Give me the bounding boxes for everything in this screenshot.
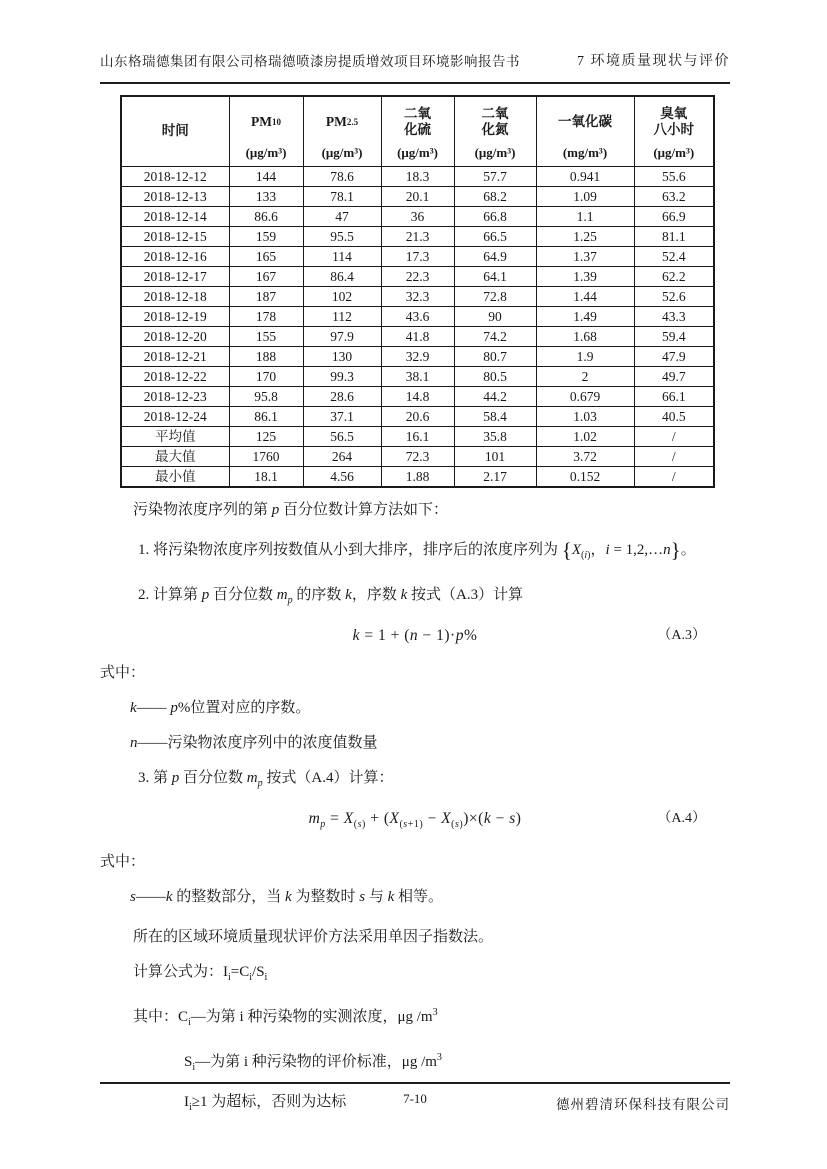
table-cell: 99.3 xyxy=(303,366,381,386)
where-label-2: 式中： xyxy=(100,854,146,871)
table-cell: / xyxy=(634,466,714,487)
table-cell: 1.25 xyxy=(536,226,634,246)
table-cell: 41.8 xyxy=(381,326,454,346)
table-cell: 1.03 xyxy=(536,406,634,426)
table-row xyxy=(121,306,714,326)
table-cell: 78.6 xyxy=(303,166,381,186)
calc-formula-paragraph: 计算公式为：$I_i=C_i/S_i$ xyxy=(133,964,268,984)
table-row xyxy=(121,186,714,206)
col-header-co: 一氧化碳 (mg/m³) xyxy=(536,96,634,166)
table-row xyxy=(121,346,714,366)
table-cell: 95.5 xyxy=(303,226,381,246)
table-cell: 133 xyxy=(229,186,303,206)
table-row xyxy=(121,266,714,286)
table-cell: 49.7 xyxy=(634,366,714,386)
table-cell: 56.5 xyxy=(303,426,381,446)
footer-company: 德州碧清环保科技有限公司 xyxy=(556,1097,730,1112)
col-header-no2: 二氧 化氮 (μg/m³) xyxy=(454,96,536,166)
ci-definition: 其中：$C_i—$为第 i 种污染物的实测浓度，μg $/m^3$ xyxy=(133,1007,438,1029)
body-text xyxy=(100,500,730,1132)
table-cell: 1.44 xyxy=(536,286,634,306)
intro-paragraph: 污染物浓度序列的第 p 百分位数计算方法如下： xyxy=(133,502,449,518)
table-cell: 1760 xyxy=(229,446,303,466)
table-cell: 20.6 xyxy=(381,406,454,426)
page-footer xyxy=(100,1082,730,1110)
table-cell: 1.49 xyxy=(536,306,634,326)
table-cell: 55.6 xyxy=(634,166,714,186)
table-cell: 130 xyxy=(303,346,381,366)
table-cell: 66.5 xyxy=(454,226,536,246)
table-cell: 43.6 xyxy=(381,306,454,326)
table-cell: 86.1 xyxy=(229,406,303,426)
table-cell: 1.1 xyxy=(536,206,634,226)
table-cell: 44.2 xyxy=(454,386,536,406)
definition-k: k—— p%位置对应的序数。 xyxy=(130,700,311,716)
table-cell: 64.1 xyxy=(454,266,536,286)
table-cell: 2018-12-17 xyxy=(121,266,229,286)
table-cell: 4.56 xyxy=(303,466,381,487)
table-cell: 66.8 xyxy=(454,206,536,226)
table-cell: 0.152 xyxy=(536,466,634,487)
table-cell: 78.1 xyxy=(303,186,381,206)
table-cell: 63.2 xyxy=(634,186,714,206)
table-cell: 20.1 xyxy=(381,186,454,206)
table-cell: 2.17 xyxy=(454,466,536,487)
table-cell: 167 xyxy=(229,266,303,286)
header-report-title: 山东格瑞德集团有限公司格瑞德喷漆房提质增效项目环境影响报告书 xyxy=(100,54,520,69)
header-chapter-title: 7 环境质量现状与评价 xyxy=(577,54,730,69)
method-paragraph: 所在的区域环境质量现状评价方法采用单因子指数法。 xyxy=(133,929,494,946)
table-cell: 159 xyxy=(229,226,303,246)
table-cell: 21.3 xyxy=(381,226,454,246)
col-header-pm25: PM 2.5 (μg/m³) xyxy=(303,96,381,166)
table-row xyxy=(121,446,714,466)
table-cell: 2 xyxy=(536,366,634,386)
table-cell: 81.1 xyxy=(634,226,714,246)
table-cell: 72.8 xyxy=(454,286,536,306)
table-cell: 102 xyxy=(303,286,381,306)
table-cell: 28.6 xyxy=(303,386,381,406)
formula-a4-label: （A.4） xyxy=(657,811,706,826)
table-cell: 1.9 xyxy=(536,346,634,366)
table-cell: 1.09 xyxy=(536,186,634,206)
table-cell: 47.9 xyxy=(634,346,714,366)
table-cell: 59.4 xyxy=(634,326,714,346)
table-cell: 80.5 xyxy=(454,366,536,386)
table-cell: 165 xyxy=(229,246,303,266)
table-cell: 37.1 xyxy=(303,406,381,426)
formula-a3: k = 1 + (n − 1)·p% xyxy=(352,627,478,644)
table-cell: 0.941 xyxy=(536,166,634,186)
table-cell: 90 xyxy=(454,306,536,326)
table-cell: 1.88 xyxy=(381,466,454,487)
table-cell: 1.37 xyxy=(536,246,634,266)
table-cell: 17.3 xyxy=(381,246,454,266)
table-cell: / xyxy=(634,446,714,466)
table-cell: 2018-12-24 xyxy=(121,406,229,426)
col-header-time: 时间 xyxy=(121,96,229,166)
table-row xyxy=(121,166,714,186)
table-cell: 86.4 xyxy=(303,266,381,286)
table-row xyxy=(121,206,714,226)
table-cell: 74.2 xyxy=(454,326,536,346)
table-cell: / xyxy=(634,426,714,446)
col-header-pm10: PM 10 (μg/m³) xyxy=(229,96,303,166)
table-cell: 2018-12-22 xyxy=(121,366,229,386)
table-cell: 188 xyxy=(229,346,303,366)
table-cell: 72.3 xyxy=(381,446,454,466)
table-cell: 95.8 xyxy=(229,386,303,406)
table-cell: 264 xyxy=(303,446,381,466)
table-body xyxy=(121,166,714,487)
table-cell: 2018-12-14 xyxy=(121,206,229,226)
table-cell: 86.6 xyxy=(229,206,303,226)
table-row xyxy=(121,426,714,446)
table-cell: 32.3 xyxy=(381,286,454,306)
table-row xyxy=(121,406,714,426)
table-cell: 178 xyxy=(229,306,303,326)
table-cell: 2018-12-20 xyxy=(121,326,229,346)
table-cell: 101 xyxy=(454,446,536,466)
table-cell: 最大值 xyxy=(121,446,229,466)
table-cell: 16.1 xyxy=(381,426,454,446)
table-cell: 66.9 xyxy=(634,206,714,226)
where-label-1: 式中： xyxy=(100,665,146,681)
table-cell: 18.1 xyxy=(229,466,303,487)
table-cell: 170 xyxy=(229,366,303,386)
table-cell: 18.3 xyxy=(381,166,454,186)
table-row xyxy=(121,246,714,266)
table-row xyxy=(121,226,714,246)
table-row xyxy=(121,286,714,306)
table-cell: 22.3 xyxy=(381,266,454,286)
table-cell: 57.7 xyxy=(454,166,536,186)
table-cell: 112 xyxy=(303,306,381,326)
table-cell: 64.9 xyxy=(454,246,536,266)
table-cell: 0.679 xyxy=(536,386,634,406)
definition-s: s——k 的整数部分，当 k 为整数时 s 与 k 相等。 xyxy=(130,889,444,906)
table-cell: 3.72 xyxy=(536,446,634,466)
table-cell: 52.6 xyxy=(634,286,714,306)
table-cell: 144 xyxy=(229,166,303,186)
table-cell: 32.9 xyxy=(381,346,454,366)
step-3-paragraph: 3. 第 p 百分位数 $m_p$ 按式（A.4）计算： xyxy=(138,770,394,789)
si-definition: $S_i—$为第 i 种污染物的评价标准，μg $/m^3$ xyxy=(184,1052,442,1074)
table-cell: 2018-12-15 xyxy=(121,226,229,246)
table-cell: 2018-12-18 xyxy=(121,286,229,306)
formula-a3-label: （A.3） xyxy=(657,628,706,643)
table-cell: 2018-12-21 xyxy=(121,346,229,366)
table-cell: 58.4 xyxy=(454,406,536,426)
table-cell: 47 xyxy=(303,206,381,226)
table-row xyxy=(121,326,714,346)
table-cell: 155 xyxy=(229,326,303,346)
table-cell: 43.3 xyxy=(634,306,714,326)
table-cell: 最小值 xyxy=(121,466,229,487)
table-cell: 114 xyxy=(303,246,381,266)
formula-a4: $m_p = X_{(s)} + (X_{(s+1)} - X_{(s)})\times(k - s)$ xyxy=(308,810,522,831)
page-number: 7-10 xyxy=(403,1091,427,1106)
definition-n: n——污染物浓度序列中的浓度值数量 xyxy=(130,735,378,751)
table-cell: 2018-12-13 xyxy=(121,186,229,206)
table-cell: 66.1 xyxy=(634,386,714,406)
formula-a3-row xyxy=(100,625,730,647)
table-cell: 125 xyxy=(229,426,303,446)
table-cell: 14.8 xyxy=(381,386,454,406)
table-cell: 2018-12-19 xyxy=(121,306,229,326)
table-cell: 52.4 xyxy=(634,246,714,266)
table-cell: 2018-12-12 xyxy=(121,166,229,186)
table-cell: 平均值 xyxy=(121,426,229,446)
ii-rule: $I_i\ge 1$ 为超标，否则为达标 xyxy=(184,1094,347,1114)
table-cell: 1.68 xyxy=(536,326,634,346)
table-cell: 187 xyxy=(229,286,303,306)
table-cell: 35.8 xyxy=(454,426,536,446)
table-cell: 40.5 xyxy=(634,406,714,426)
table-cell: 2018-12-16 xyxy=(121,246,229,266)
table-cell: 80.7 xyxy=(454,346,536,366)
page-header xyxy=(100,50,730,84)
table-header-row xyxy=(121,96,714,166)
col-header-o3-8h: 臭氧 八小时 (μg/m³) xyxy=(634,96,714,166)
air-quality-table xyxy=(120,95,715,488)
table-cell: 1.02 xyxy=(536,426,634,446)
table-cell: 2018-12-23 xyxy=(121,386,229,406)
formula-a4-row xyxy=(100,808,730,836)
table-cell: 68.2 xyxy=(454,186,536,206)
table-row xyxy=(121,466,714,487)
table-cell: 1.39 xyxy=(536,266,634,286)
table-cell: 38.1 xyxy=(381,366,454,386)
table-cell: 62.2 xyxy=(634,266,714,286)
step-1-paragraph: 1. 将污染物浓度序列按数值从小到大排序，排序后的浓度序列为 {$X_{(i)}$，i = 1,2,…n}。 xyxy=(138,538,696,562)
table-cell: 97.9 xyxy=(303,326,381,346)
table-row xyxy=(121,386,714,406)
table-cell: 36 xyxy=(381,206,454,226)
step-2-paragraph: 2. 计算第 p 百分位数 $m_p$ 的序数 k，序数 k 按式（A.3）计算 xyxy=(138,587,524,606)
col-header-so2: 二氧 化硫 (μg/m³) xyxy=(381,96,454,166)
table-row xyxy=(121,366,714,386)
